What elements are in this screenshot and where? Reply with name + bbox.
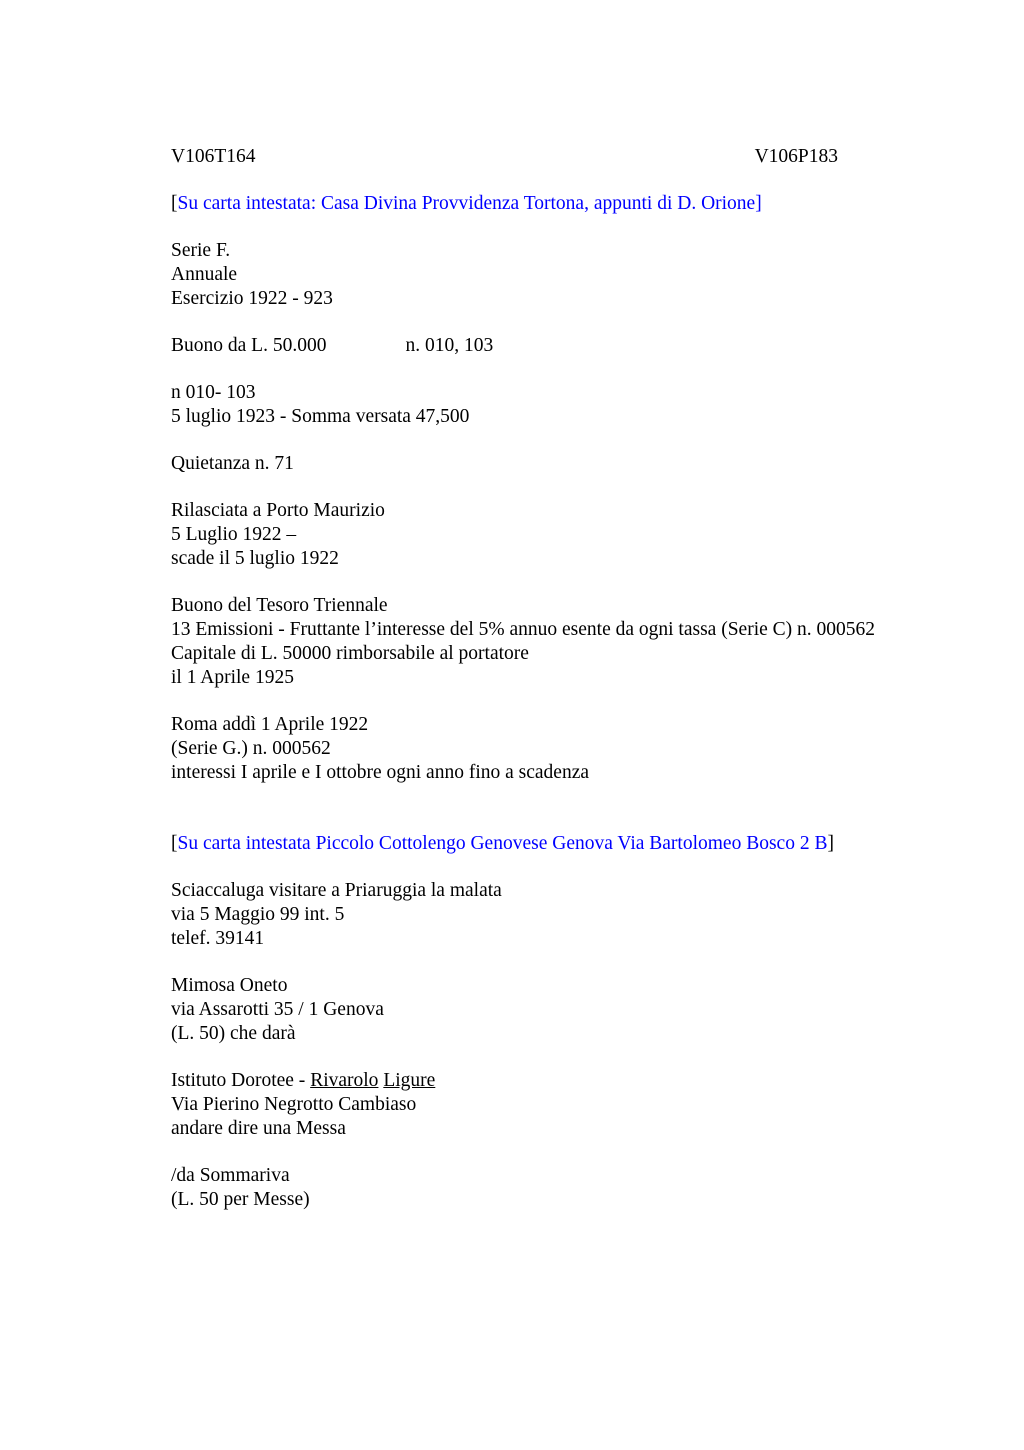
- text-line: 5 luglio 1923 - Somma versata 47,500: [171, 406, 470, 427]
- document-code-left: V106T164: [171, 146, 256, 167]
- text-line: andare dire una Messa: [171, 1118, 346, 1139]
- underlined-place-ligure: Ligure: [383, 1070, 436, 1091]
- sciaccaluga-block: [171, 879, 931, 951]
- text-line: Annuale: [171, 264, 238, 285]
- text-line: Capitale di L. 50000 rimborsabile al portatore: [171, 643, 529, 664]
- sommariva-block: [171, 1164, 931, 1212]
- buono-number: n. 010, 103: [405, 335, 494, 356]
- text-line: /da Sommariva: [171, 1165, 290, 1186]
- text-line: Rilasciata a Porto Maurizio: [171, 500, 385, 521]
- quietanza-block: [171, 452, 931, 476]
- note-text: Su carta intestata: Casa Divina Provvidenza Tortona, appunti di D. Orione]: [177, 193, 762, 214]
- underlined-place-rivarolo: Rivarolo: [310, 1070, 379, 1091]
- text-line: scade il 5 luglio 1922: [171, 548, 339, 569]
- mimosa-block: [171, 974, 931, 1046]
- text-line: Quietanza n. 71: [171, 453, 294, 474]
- note-text: Su carta intestata Piccolo Cottolengo Genovese Genova Via Bartolomeo Bosco 2 B: [177, 833, 828, 854]
- text-line: Sciaccaluga visitare a Priaruggia la malata: [171, 880, 502, 901]
- note-close-bracket: ]: [827, 833, 834, 854]
- text-line: Mimosa Oneto: [171, 975, 288, 996]
- tesoro-block: [171, 594, 931, 690]
- text-line: interessi I aprile e I ottobre ogni anno fino a scadenza: [171, 762, 590, 783]
- text-line: Via Pierino Negrotto Cambiaso: [171, 1094, 417, 1115]
- text-line: 5 Luglio 1922 –: [171, 524, 297, 545]
- text-line: (L. 50) che darà: [171, 1023, 296, 1044]
- document-code-right: V106P183: [754, 146, 838, 167]
- buono-label: Buono da L. 50.000: [171, 335, 327, 356]
- text-line: (Serie G.) n. 000562: [171, 738, 331, 759]
- note-open-bracket: [: [171, 833, 178, 854]
- roma-block: [171, 713, 931, 785]
- dorotee-block: [171, 1069, 931, 1141]
- editorial-note-2: [171, 832, 931, 856]
- text-line: Roma addì 1 Aprile 1922: [171, 714, 369, 735]
- page-header: [171, 145, 838, 169]
- document-page: [171, 145, 931, 1212]
- editorial-note-1: [171, 192, 931, 216]
- text-line: 13 Emissioni - Fruttante l’interesse del 5% annuo esente da ogni tassa (Serie C) n. 000562: [171, 619, 876, 640]
- text-line: telef. 39141: [171, 928, 265, 949]
- text-line: Esercizio 1922 - 923: [171, 288, 333, 309]
- rilasciata-block: [171, 499, 931, 571]
- institute-prefix: Istituto Dorotee -: [171, 1070, 311, 1091]
- text-line: Buono del Tesoro Triennale: [171, 595, 388, 616]
- text-line: (L. 50 per Messe): [171, 1189, 310, 1210]
- text-line: via 5 Maggio 99 int. 5: [171, 904, 345, 925]
- serie-block: [171, 239, 931, 311]
- buono-block: [171, 334, 931, 358]
- text-line: via Assarotti 35 / 1 Genova: [171, 999, 384, 1020]
- versata-block: [171, 381, 931, 429]
- text-line: Serie F.: [171, 240, 231, 261]
- text-line: il 1 Aprile 1925: [171, 667, 294, 688]
- text-line: n 010- 103: [171, 382, 256, 403]
- note-open-bracket: [: [171, 193, 178, 214]
